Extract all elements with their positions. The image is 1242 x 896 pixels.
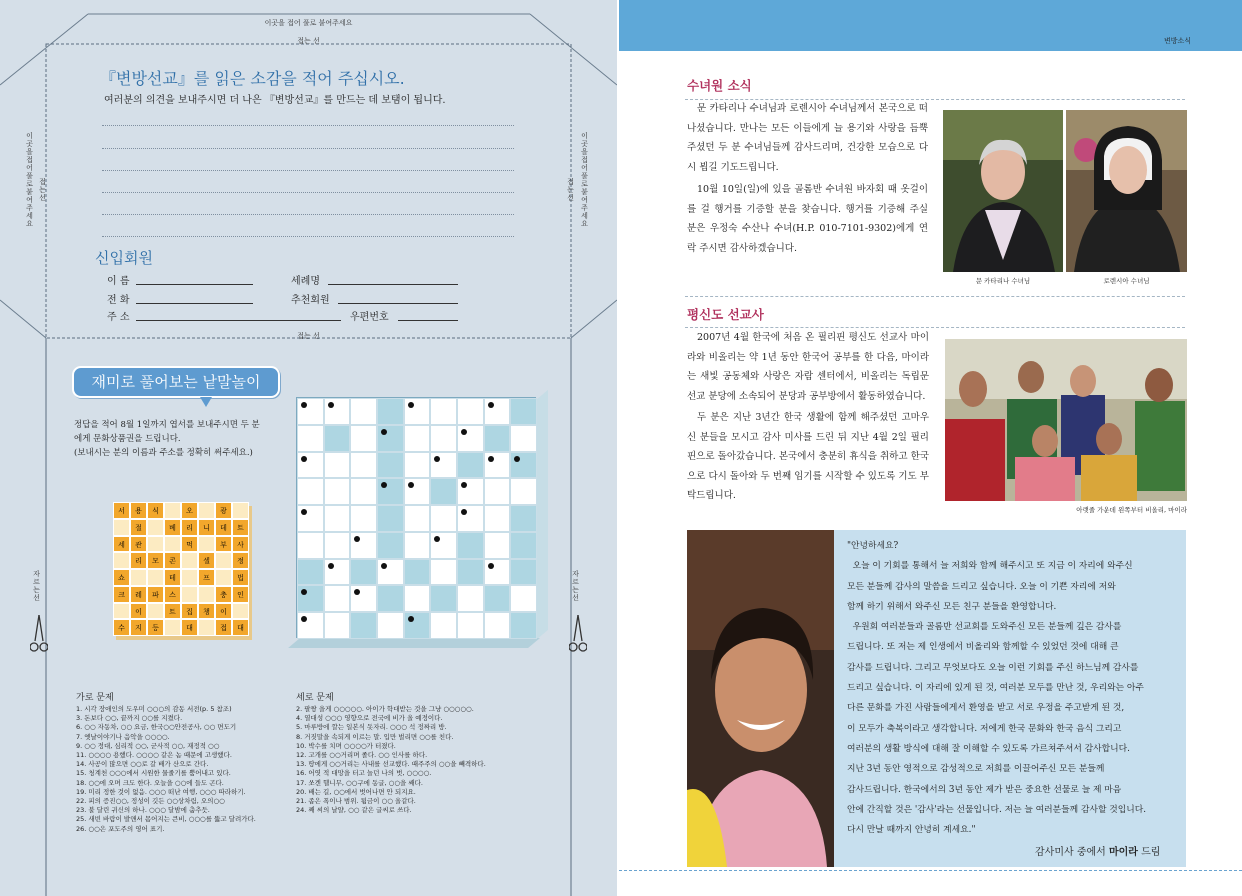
example-grid-cell [198,619,215,636]
fold-instruction-left: 이곳을 접어 풀로 붙여주세요 [26,132,33,228]
example-grid-cell: 셀 [198,552,215,569]
crossword-cell[interactable] [350,478,377,505]
across-clues-list [76,705,296,834]
example-grid-cell: 등 [147,619,164,636]
clue-item: 2. 팔짱 을게 ○○○○○. 아이가 학대받는 것을 그냥 ○○○○○. [296,705,474,713]
referrer-label: 추천회원 [291,295,330,306]
example-grid-cell: 오 [181,502,198,519]
crossword-cell[interactable] [430,612,457,639]
crossword-cell[interactable] [324,478,351,505]
example-grid-cell: 접 [215,619,232,636]
convent-news-paragraph: 10월 10일(일)에 있을 골롬반 수녀원 바자회 때 옷걸이를 걸 행거를 기증할 분을 찾습니다. 행거를 기증해 주실 분은 우정숙 수산나 수녀(H.P. 010-7101-9302)에게 연락 주시면 감사하겠습니다. [687,184,928,254]
crossword-cell[interactable] [404,505,431,532]
clue-item: 24. 째 씨의 날얄, ○○ 같은 글씨로 쓰다. [296,806,412,815]
photo-caption: 아랫줄 가운데 왼쪽부터 비올리, 마이라 [1076,506,1187,514]
fold-line-label-top: 접는 선 [297,37,320,45]
speech-line: 안에 간직할 것은 '감사'라는 선물입니다. 저는 늘 여러분들께 감사할 것입니다. [847,804,1147,815]
across-clues-title: 가로 문제 [76,693,114,703]
crossword-cell[interactable] [484,559,511,586]
comment-line[interactable] [102,125,514,126]
clue-start-marker [408,402,414,408]
clue-start-marker [328,402,334,408]
example-grid-cell: 레 [130,586,147,603]
clue-start-marker [328,563,334,569]
example-grid-cell: 쇼 [113,569,130,586]
example-grid-cell [198,536,215,553]
crossword-cell[interactable] [430,425,457,452]
clue-item: 10. 박수를 치며 ○○○○가 터졌다. [296,741,396,750]
example-grid-cell: 파 [147,586,164,603]
crossword-cell[interactable] [484,505,511,532]
example-grid-cell: 인 [232,586,249,603]
example-grid-cell: 부 [215,536,232,553]
photo-caption: 문 카타리나 수녀님 [975,277,1031,285]
phone-field[interactable] [136,303,253,304]
header-bar [619,0,1242,50]
example-grid-cell: 대 [232,619,249,636]
crossword-cell[interactable] [377,398,404,425]
example-grid-cell: 정 [232,552,249,569]
crossword-cell[interactable] [324,505,351,532]
crossword-cell[interactable] [377,478,404,505]
crossword-cell[interactable] [404,612,431,639]
speech-line: 드리고 싶습니다. 이 자리에 있게 된 것, 여러분 모두를 만난 것, 우리와는 아주 [847,683,1144,694]
example-grid-cell [181,569,198,586]
crossword-cell[interactable] [324,425,351,452]
example-grid-cell: 광 [215,502,232,519]
speech-line: 다시 만날 때까지 안녕히 계세요." [847,825,976,836]
clue-start-marker [434,456,440,462]
crossword-cell[interactable] [324,612,351,639]
clue-start-marker [434,536,440,542]
example-grid-cell [232,502,249,519]
clue-start-marker [408,482,414,488]
example-grid-cell [147,603,164,620]
clue-start-marker [381,429,387,435]
fold-instruction-top: 이곳을 접어 풀로 붙여주세요 [264,19,353,27]
example-grid-cell: 모 [147,552,164,569]
crossword-cell[interactable] [377,452,404,479]
example-grid-cell: 크 [113,586,130,603]
fold-line-label-left: 접는 선 [39,178,46,202]
crossword-cell[interactable] [297,452,324,479]
clue-item: 5. 마루방에 깔는 일본식 돗자리. ○○○ 석 정짜리 방. [296,723,447,732]
example-grid-cell: 집 [181,603,198,620]
example-grid-cell: 리 [130,552,147,569]
signature-name: 마이라 [1108,847,1138,858]
example-grid-cell: 스 [164,586,181,603]
puzzle-banner-tail [200,397,212,407]
clue-item: 11. ○○○○ 용했다. ○○○○ 같은 놈 때문에 고생했다. [76,751,232,760]
crossword-cell[interactable] [510,559,537,586]
comment-line[interactable] [102,214,514,215]
example-grid-cell: 세 [113,536,130,553]
crossword-cell[interactable] [510,532,537,559]
example-grid-cell: 충 [215,586,232,603]
crossword-cell[interactable] [350,585,377,612]
crossword-cell[interactable] [430,478,457,505]
survey-title: 『변방선교』를 읽은 소감을 적어 주십시오. [100,69,405,88]
clue-start-marker [514,456,520,462]
clue-item: 1. 시각 장애인의 도우미 ○○○의 감동 서전(p. 5 참조) [76,705,232,713]
crossword-cell[interactable] [297,478,324,505]
crossword-cell[interactable] [297,612,324,639]
crossword-cell[interactable] [457,425,484,452]
clue-item: 14. 사공이 많으면 ○○로 갈 배가 산으로 간다. [76,760,209,769]
clue-item: 21. 좁은 폭이나 범위. 됨금이 ○○ 올같다. [296,797,416,806]
example-grid-cell: 프 [198,569,215,586]
clue-start-marker [381,563,387,569]
clue-item: 18. ○○에 오며 크도 한다. 오늘을 ○○에 들도 곤다. [76,778,224,787]
lay-missionary-paragraph: 두 분은 지난 3년간 한국 생활에 함께 해주셨던 고마우신 분들을 모시고 감사 미사를 드린 뒤 지난 4월 2일 필리핀으로 돌아갔습니다. 본국에서 충분히 휴식을 취하고 한국으로 다시 돌아와 두 번째 임기를 시작할 수 있도록 기도 부탁드립니다. [687,412,929,501]
example-grid-cell [181,586,198,603]
crossword-cell[interactable] [377,585,404,612]
clue-start-marker [488,563,494,569]
photo-caption: 로렌시아 수녀님 [1103,277,1150,285]
example-grid-cell: 관 [130,536,147,553]
crossword-cell[interactable] [457,559,484,586]
scissors-icon [30,615,48,657]
speech-line: 이 모두가 축복이라고 생각합니다. 저에게 한국 문화와 한국 음식 그리고 [847,723,1122,734]
clue-item: 15. 청계천 ○○○에서 시원한 물줄기를 뿜어내고 있다. [76,769,231,778]
crossword-cell[interactable] [510,585,537,612]
baptism-name-label: 세례명 [291,276,320,287]
crossword-cell[interactable] [510,478,537,505]
crossword-cell[interactable] [404,532,431,559]
lay-missionary-paragraph: 2007년 4월 한국에 처음 온 필리핀 평신도 선교사 마이라와 비올리는 약 1년 동안 한국어 공부를 한 다음, 마이라는 새빛 공동체와 사랑은 자람 센터에서, 비올리는 독립문 선교 분당에 소속되어 분당과 공부방에서 활동하였습니다. [687,332,929,402]
new-member-title: 신입회원 [95,249,153,267]
cut-line-label-right: 자르는 선 [572,570,579,602]
example-grid-cell [113,603,130,620]
clue-item: 16. 어엿 적 대망을 터고 놀던 나의 벗, ○○○○. [296,769,432,778]
clue-start-marker [461,429,467,435]
crossword-cell[interactable] [324,398,351,425]
example-grid-cell [198,586,215,603]
survey-description: 여러분의 의견을 보내주시면 더 나은 『변방선교』를 만드는 데 보탬이 됩니다. [104,95,446,106]
clue-start-marker [488,402,494,408]
crossword-cell[interactable] [457,612,484,639]
example-grid-cell [164,502,181,519]
crossword-cell[interactable] [350,398,377,425]
clue-item: 9. ○○ 정대, 심리적 ○○, 군사적 ○○, 재정적 ○○ [76,741,220,750]
speech-line: 우원회 여러분들과 골롬반 선교회를 도와주신 모든 분들께 깊은 감사를 [847,622,1122,633]
crossword-cell[interactable] [430,532,457,559]
crossword-cell[interactable] [484,532,511,559]
thanksgiving-speech-text [847,536,1183,840]
crossword-cell[interactable] [297,505,324,532]
crossword-cell[interactable] [297,398,324,425]
example-grid-cell: 베 [164,519,181,536]
crossword-cell[interactable] [404,559,431,586]
speech-line: 여러분의 생활 방식에 대해 잘 이해할 수 있도록 가르쳐주셔서 감사합니다. [847,743,1130,754]
crossword-cell[interactable] [350,612,377,639]
header-rule [619,50,1242,51]
example-grid-cell [164,536,181,553]
crossword-cell[interactable] [377,532,404,559]
crossword-cell[interactable] [324,585,351,612]
crossword-cell[interactable] [350,425,377,452]
example-grid-cell: 식 [147,502,164,519]
clue-start-marker [301,456,307,462]
example-grid-cell: 콘 [164,552,181,569]
example-grid-cell: 트 [164,603,181,620]
example-grid-cell: 수 [113,619,130,636]
clue-item: 26. ○○은 포도주의 영어 표기. [76,824,165,833]
crossword-cell[interactable] [324,532,351,559]
example-grid-cell: 용 [130,502,147,519]
crossword-board-side [536,390,548,640]
speech-line: 다른 문화를 가진 사람들에게서 환영을 받고 서로 우정을 주고받게 된 것, [847,703,1125,714]
fold-instruction-right: 이곳을 접어 풀로 붙여주세요 [581,132,588,228]
example-solution-grid [113,502,249,636]
crossword-cell[interactable] [457,585,484,612]
comment-line[interactable] [102,170,514,171]
example-grid-cell [130,569,147,586]
crossword-cell[interactable] [377,425,404,452]
scissors-icon [569,615,587,657]
crossword-cell[interactable] [350,452,377,479]
clue-item: 7. 옛날이야기나 음악을 ○○○○. [76,732,170,741]
page-bottom-rule [619,870,1242,871]
example-grid-cell: 절 [130,519,147,536]
example-grid-cell [113,552,130,569]
cut-line-label-left: 자르는 선 [33,570,40,602]
puzzle-intro-line: 정답을 적어 8월 1일까지 엽서를 보내주시면 두 분 [74,420,260,430]
crossword-cell[interactable] [430,452,457,479]
crossword-cell[interactable] [430,585,457,612]
clue-item: 3. 돈보다 ○○, 끝까지 ○○를 지켰다. [76,714,183,723]
crossword-cell[interactable] [510,452,537,479]
clue-item: 17. 쏘겐 헬니무, ○○구에 동글, ○○을 쌔다. [296,778,423,787]
puzzle-banner: 재미로 풀어보는 낱말놀이 [72,366,280,398]
speech-line: 오늘 이 기회를 통해서 늘 저희와 함께 해주시고 또 지금 이 자리에 와주신 [847,561,1133,572]
clue-start-marker [354,589,360,595]
crossword-cell[interactable] [324,452,351,479]
crossword-cell[interactable] [484,478,511,505]
sister-catharina-photo [943,110,1063,272]
clue-start-marker [408,616,414,622]
sister-laurentia-photo [1066,110,1187,272]
crossword-cell[interactable] [457,505,484,532]
crossword-cell[interactable] [297,559,324,586]
example-grid-cell: 먹 [181,536,198,553]
clue-start-marker [488,456,494,462]
crossword-cell[interactable] [430,398,457,425]
crossword-cell[interactable] [350,505,377,532]
baptism-name-field[interactable] [328,284,458,285]
crossword-board-bottom [288,638,540,648]
zip-code-field[interactable] [398,320,458,321]
section-divider [685,296,1185,297]
example-grid-cell [147,519,164,536]
clue-start-marker [354,536,360,542]
comment-line[interactable] [102,192,514,193]
crossword-cell[interactable] [404,478,431,505]
crossword-cell[interactable] [430,559,457,586]
name-label: 이 름 [107,276,130,287]
crossword-cell[interactable] [457,478,484,505]
crossword-grid[interactable] [296,397,536,638]
speech-line: 모든 분들께 감사의 말씀을 드리고 싶습니다. 오늘 이 기쁜 자리에 저와 [847,581,1116,592]
clue-item: 22. 피의 증진○○, 정성이 깃든 ○○상차림, 오의○○ [76,797,225,806]
crossword-cell[interactable] [484,585,511,612]
missionaries-group-photo [945,339,1187,501]
crossword-cell[interactable] [350,532,377,559]
lay-missionary-title: 평신도 선교사 [687,307,764,322]
section-label: 변방소식 [1164,37,1192,45]
crossword-cell[interactable] [404,398,431,425]
speech-line: "안녕하세요? [847,541,899,551]
example-grid-cell: 니 [198,519,215,536]
crossword-cell[interactable] [297,532,324,559]
address-label: 주 소 [107,312,130,323]
example-grid-cell [113,519,130,536]
speech-line: 지난 3년 동안 영적으로 감성적으로 저희를 이끌어주신 모든 분들께 [847,764,1105,775]
crossword-cell[interactable] [404,585,431,612]
clue-item: 4. 열대성 ○○○ 영향으로 전국에 비가 올 예정이다. [296,714,443,723]
crossword-cell[interactable] [377,505,404,532]
clue-item: 6. ○○ 자동차, ○○ 요금, 한국○○안전공사, ○○ 면도기 [76,723,237,732]
crossword-cell[interactable] [404,425,431,452]
example-grid-cell: 법 [232,569,249,586]
crossword-cell[interactable] [297,425,324,452]
crossword-cell[interactable] [457,452,484,479]
example-grid-cell: 사 [232,536,249,553]
zip-code-label: 우편번호 [350,312,389,323]
crossword-cell[interactable] [484,612,511,639]
fold-line-label-bottom: 접는 선 [297,332,320,340]
clue-item: 8. 거짓말을 속되게 이르는 말. 입만 벌리면 ○○를 친다. [296,732,454,741]
example-grid-cell: 이 [130,603,147,620]
example-grid-cell [198,502,215,519]
crossword-cell[interactable] [324,559,351,586]
clue-start-marker [381,482,387,488]
example-grid-cell [181,552,198,569]
speech-line: 드립니다. 또 저는 제 인생에서 비올리와 함께할 수 있었던 것에 대해 큰 [847,642,1119,653]
example-grid-cell [215,552,232,569]
clue-start-marker [461,482,467,488]
example-grid-cell [215,569,232,586]
crossword-cell[interactable] [510,612,537,639]
comment-line[interactable] [102,148,514,149]
signature-suffix: 드림 [1137,847,1161,858]
mission-news-page [619,0,1242,896]
clue-item: 19. 미리 정한 것이 없음. ○○○ 떠난 여행, ○○○ 따라하기. [76,787,246,796]
example-grid-cell: 대 [181,619,198,636]
signature-prefix: 감사미사 중에서 [1035,847,1109,858]
clue-item: 25. 새빈 바람이 발앤서 몸어지는 큰비, ○○○를 뚫고 달려가다. [76,815,256,824]
example-grid-cell: 이 [215,603,232,620]
crossword-cell[interactable] [297,585,324,612]
crossword-cell[interactable] [377,612,404,639]
example-grid-cell: 데 [215,519,232,536]
puzzle-intro-line: (보내시는 분의 이름과 주소를 정확히 써주세요.) [74,448,253,458]
down-clues-list [296,705,556,815]
speech-line: 감사를 드립니다. 그리고 무엇보다도 오늘 이런 기회를 주신 하느님께 감사를 [847,662,1139,673]
name-field[interactable] [136,284,253,285]
example-grid-cell [164,619,181,636]
clue-item: 20. 배는 길, ○○에서 벗어나면 안 되지요. [296,787,416,796]
fold-line-label-right: 접는 선 [567,178,574,202]
clue-start-marker [301,509,307,515]
clue-item: 12. 고개를 ○○거리며 졸다. ○○ 인사를 하다. [296,751,428,760]
clue-start-marker [301,589,307,595]
crossword-cell[interactable] [484,398,511,425]
crossword-cell[interactable] [404,452,431,479]
clue-start-marker [301,616,307,622]
example-grid-cell: 지 [130,619,147,636]
address-field[interactable] [136,320,341,321]
clue-start-marker [461,509,467,515]
clue-item: 23. 불 달린 귀신의 하나. ○○○ 달밤에 춤추듯. [76,806,210,815]
crossword-cell[interactable] [430,505,457,532]
phone-label: 전 화 [107,295,130,306]
referrer-field[interactable] [338,303,458,304]
convent-news-paragraph: 문 카타리나 수녀님과 로렌시아 수녀님께서 본국으로 떠나셨습니다. 만나는 모든 이들에게 늘 용기와 사랑을 듬뿍 주셨던 두 분 수녀님들께 감사드리며, 건강한 모습으로 다시 뵙길 기도드립니다. [687,103,928,173]
crossword-cell[interactable] [457,532,484,559]
crossword-cell[interactable] [484,425,511,452]
example-grid-cell: 트 [232,519,249,536]
example-grid-cell: 테 [164,569,181,586]
myra-portrait-photo [687,530,835,867]
down-clues-title: 세로 문제 [296,693,334,703]
example-grid-cell: 챙 [198,603,215,620]
crossword-cell[interactable] [510,425,537,452]
reader-postcard-page [0,0,617,896]
clue-start-marker [301,402,307,408]
clue-item: 13. 땅에게 ○○거리는 사내를 선교했다. 때주주의 ○○을 빼격하다. [296,760,486,769]
example-grid-cell [147,569,164,586]
crossword-cell[interactable] [510,505,537,532]
example-grid-cell: 서 [113,502,130,519]
crossword-cell[interactable] [484,452,511,479]
puzzle-intro-line: 에게 문화상품권을 드립니다. [74,434,181,444]
crossword-cell[interactable] [510,398,537,425]
convent-news-title: 수녀원 소식 [687,78,752,93]
speech-line: 감사드립니다. 한국에서의 3년 동안 제가 받은 중요한 선물로 늘 제 마음 [847,784,1122,795]
crossword-cell[interactable] [377,559,404,586]
crossword-cell[interactable] [350,559,377,586]
crossword-cell[interactable] [457,398,484,425]
example-grid-cell [232,603,249,620]
speech-signature [1035,843,1160,858]
example-grid-cell: 리 [181,519,198,536]
speech-line: 함께 하기 위해서 와주신 모든 친구 분들을 환영합니다. [847,601,1057,612]
comment-line[interactable] [102,236,514,237]
example-grid-cell [147,536,164,553]
